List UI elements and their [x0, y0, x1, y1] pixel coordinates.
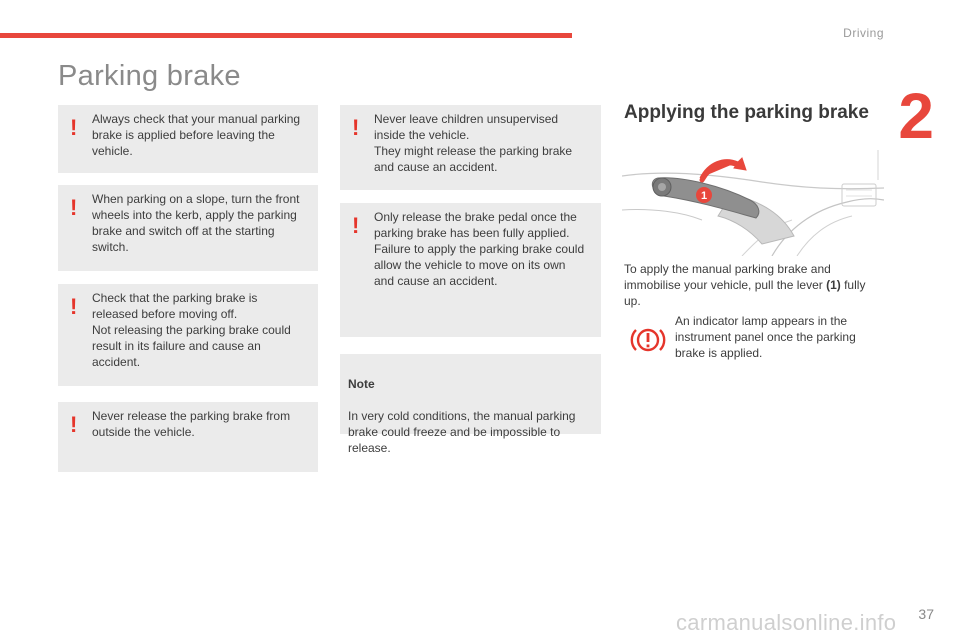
lever-callout-number: 1 — [700, 190, 708, 202]
section-label: Driving — [843, 26, 884, 40]
exclamation-icon: ! — [352, 213, 360, 238]
note-title: Note — [348, 377, 375, 391]
parking-brake-illustration — [622, 150, 884, 256]
warning-text: Check that the parking brake is released before moving off. Not releasing the parking brake could result in its failure and cause an accident. — [92, 291, 291, 369]
warning-box — [58, 284, 318, 386]
exclamation-icon: ! — [70, 195, 78, 220]
instruction-paragraph: To apply the manual parking brake and immobilise your vehicle, pull the lever (1) fully up. — [624, 262, 866, 308]
warning-box — [340, 105, 601, 190]
warning-text: Always check that your manual parking brake is applied before leaving the vehicle. — [92, 112, 301, 158]
warning-text: When parking on a slope, turn the front wheels into the kerb, apply the parking brake and switch off at the starting switch. — [92, 192, 300, 254]
warning-box — [58, 105, 318, 173]
indicator-lamp-text: An indicator lamp appears in the instrument panel once the parking brake is applied. — [675, 314, 856, 360]
warning-box — [58, 185, 318, 271]
exclamation-icon: ! — [352, 115, 360, 140]
watermark: carmanualsonline.info — [676, 610, 897, 635]
exclamation-icon: ! — [70, 115, 78, 140]
page-number: 37 — [918, 606, 934, 622]
page-title: Parking brake — [58, 60, 241, 92]
top-accent-bar — [0, 33, 572, 38]
note-text: In very cold conditions, the manual parking brake could freeze and be impossible to release. — [348, 409, 576, 455]
warning-box — [58, 402, 318, 472]
section-heading: Applying the parking brake — [624, 102, 869, 123]
warning-text: Only release the brake pedal once the parking brake has been fully applied. Failure to apply the parking brake could allow the vehicle to move on its own and cause an accident. — [374, 210, 585, 288]
exclamation-icon: ! — [70, 294, 78, 319]
brake-warning-lamp-icon — [630, 322, 666, 358]
warning-box — [340, 203, 601, 337]
warning-text: Never leave children unsupervised inside the vehicle. They might release the parking brake and cause an accident. — [374, 112, 573, 174]
chapter-number: 2 — [898, 80, 934, 152]
note-box — [340, 354, 601, 455]
warning-text: Never release the parking brake from outside the vehicle. — [92, 409, 291, 439]
exclamation-icon: ! — [70, 412, 78, 437]
lever-reference: (1) — [826, 278, 841, 292]
